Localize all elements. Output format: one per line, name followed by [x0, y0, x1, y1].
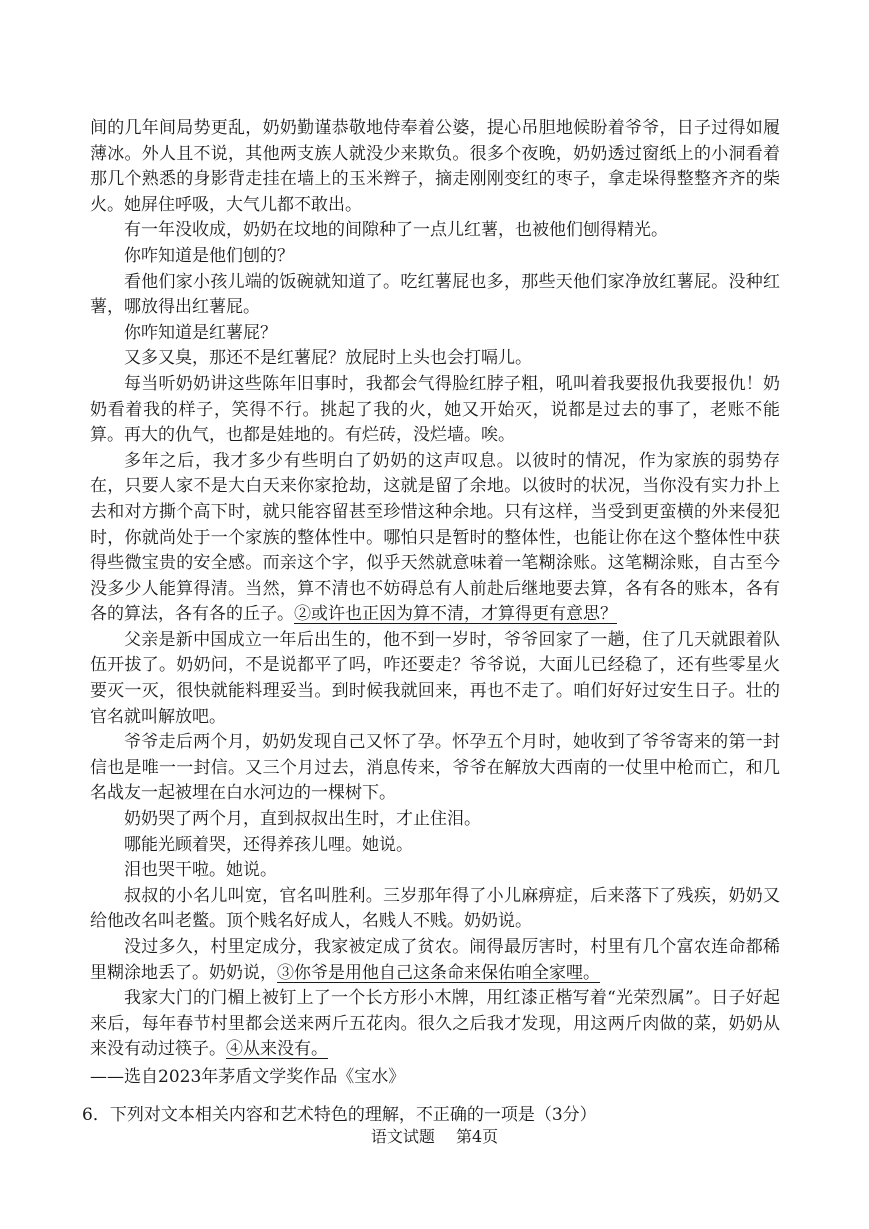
footer-subject: 语文试题 — [370, 1127, 435, 1146]
page-footer — [0, 1124, 869, 1147]
footer-page-number: 第4页 — [455, 1127, 499, 1146]
paragraph-9: 父亲是新中国成立一年后出生的，他不到一岁时，爷爷回家了一趟，住了几天就跟着队伍开拔了。奶奶问，不是说都平了吗，咋还要走？爷爷说，大面儿已经稳了，还有些零星火要灭一灭，很快就能料理妥当。到时候我就回来，再也不走了。咱们好好过安生日子。壮的官名就叫解放吧。 — [90, 629, 780, 727]
paragraph-12: 哪能光顾着哭，还得养孩儿哩。她说。 — [124, 834, 413, 855]
passage — [90, 116, 780, 1091]
paragraph-16 — [90, 986, 780, 1063]
paragraph-8-text: 多年之后，我才多少有些明白了奶奶的这声叹息。以彼时的情况，作为家族的弱势存在，只要人家不是大白天来你家抢劫，这就是留了余地。以彼时的状况，当你没有实力扑上去和对方撕个高下时，就只能容留甚至珍惜这种余地。只有这样，当受到更蛮横的外来侵犯时，你就尚处于一个家族的整体性中。哪怕只是暂时的整体性，也能让你在这个整体性中获得些微宝贵的安全感。而亲这个字，似乎天然就意味着一笔糊涂账。这笔糊涂账，自古至今没多少人能算得清。当然，算不清也不妨碍总有人前赴后继地要去算，各有各的账本，各有各的算法，各有各的丘子。 — [90, 450, 780, 625]
paragraph-11: 奶奶哭了两个月，直到叔叔出生时，才止住泪。 — [124, 809, 481, 830]
paragraph-5: 你咋知道是红薯屁？ — [124, 322, 277, 343]
source-attribution: ——选自2023年茅盾文学奖作品《宝水》 — [90, 1066, 406, 1087]
paragraph-14: 叔叔的小名儿叫宽，官名叫胜利。三岁那年得了小儿麻痹症，后来落下了残疾，奶奶又给他改名叫老鳖。顶个贱名好成人，名贱人不贱。奶奶说。 — [90, 885, 780, 932]
paragraph-15-text: 没过多久，村里定成分，我家被定成了贫农。闹得最厉害时，村里有几个富农连命都稀里糊涂地丢了。奶奶说， — [90, 937, 780, 983]
underlined-sentence-4: ④从来没有。 — [226, 1039, 328, 1060]
paragraph-8 — [90, 449, 780, 628]
paragraph-2: 有一年没收成，奶奶在坟地的间隙种了一点儿红薯，也被他们刨得精光。 — [124, 220, 668, 241]
paragraph-1: 间的几年间局势更乱，奶奶勤谨恭敬地侍奉着公婆，提心吊胆地候盼着爷爷，日子过得如履薄冰。外人且不说，其他两支族人就没少来欺负。很多个夜晚，奶奶透过窗纸上的小洞看着那几个熟悉的身影背走挂在墙上的玉米辫子，摘走刚刚变红的枣子，拿走垛得整整齐齐的柴火。她屏住呼吸，大气儿都不敢出。 — [90, 118, 780, 215]
paragraph-10: 爷爷走后两个月，奶奶发现自己又怀了孕。怀孕五个月时，她收到了爷爷寄来的第一封信也是唯一一封信。又三个月过去，消息传来，爷爷在解放大西南的一仗里中枪而亡，和几名战友一起被埋在白水河边的一棵树下。 — [90, 732, 780, 804]
underlined-sentence-3: ③你爷是用他自己这条命来保佑咱全家哩。 — [277, 962, 600, 983]
paragraph-6: 又多又臭，那还不是红薯屁？放屁时上头也会打嗝儿。 — [124, 348, 532, 369]
underlined-sentence-2: ②或许也正因为算不清，才算得更有意思？ — [294, 604, 617, 625]
paragraph-15 — [90, 935, 780, 986]
paragraph-7: 每当听奶奶讲这些陈年旧事时，我都会气得脸红脖子粗，吼叫着我要报仇我要报仇！奶奶看着我的样子，笑得不行。挑起了我的火，她又开始灭，说都是过去的事了，老账不能算。再大的仇气，也都是娃地的。有烂砖，没烂墙。唉。 — [90, 373, 780, 446]
paragraph-3: 你咋知道是他们刨的？ — [124, 245, 294, 266]
paragraph-16-text: 我家大门的门楣上被钉上了一个长方形小木牌，用红漆正楷写着“光荣烈属”。日子好起来后，每年春节村里都会送来两斤五花肉。很久之后我才发现，用这两斤肉做的菜，奶奶从来没有动过筷子。 — [90, 988, 780, 1060]
question-6: 6．下列对文本相关内容和艺术特色的理解，不正确的一项是（3分） — [82, 1105, 597, 1125]
paragraph-4: 看他们家小孩儿端的饭碗就知道了。吃红薯屁也多，那些天他们家净放红薯屁。没种红薯，哪放得出红薯屁。 — [90, 271, 780, 318]
paragraph-13: 泪也哭干啦。她说。 — [124, 860, 277, 881]
